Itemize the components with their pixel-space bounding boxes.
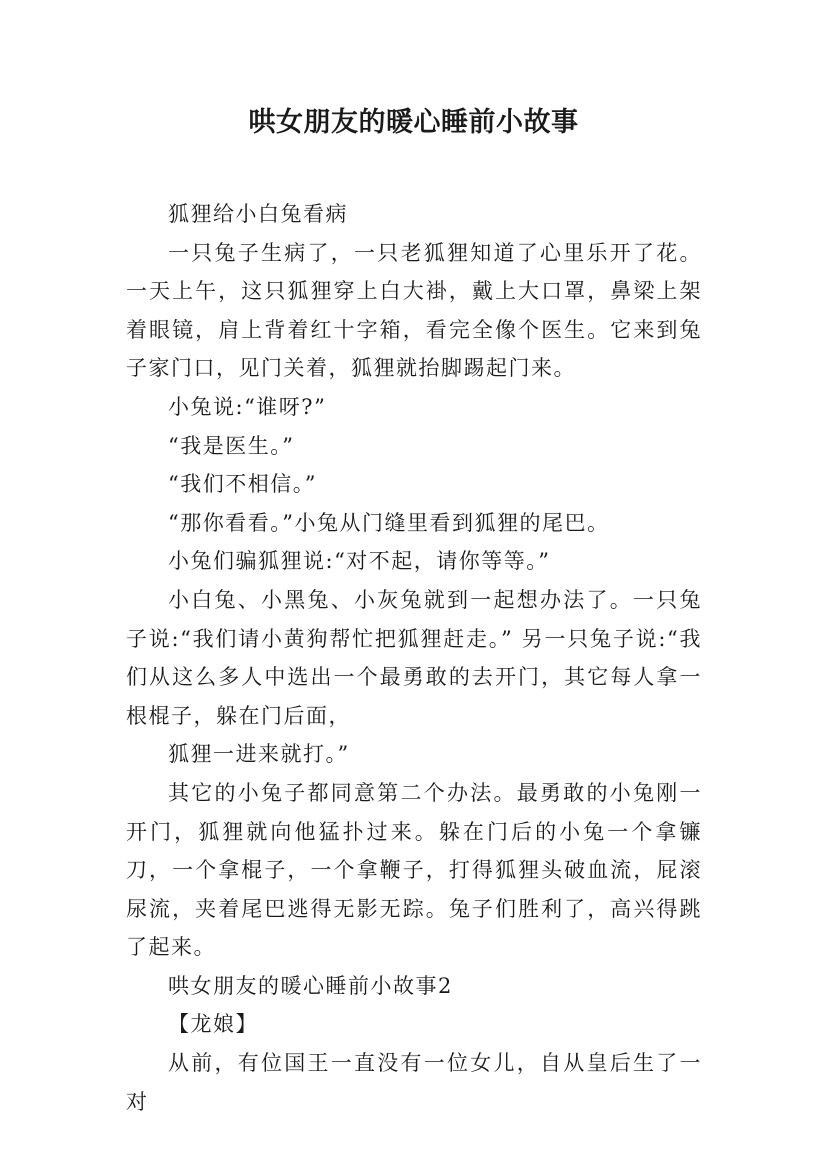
paragraph: “那你看看。”小兔从门缝里看到狐狸的尾巴。 [168,510,610,535]
document-body [126,195,702,1121]
paragraph: 从前，有位国王一直没有一位女儿，自从皇后生了一对 [126,1051,702,1114]
paragraph: “我是医生。” [168,433,295,458]
section-heading: 哄女朋友的暖心睡前小故事2 [168,973,453,998]
paragraph: 小兔说:“谁呀?” [168,394,327,419]
document-title: 哄女朋友的暖心睡前小故事 [248,107,579,138]
paragraph: 小兔们骗狐狸说:“对不起，请你等等。” [168,549,551,574]
section-heading: 狐狸给小白兔看病 [168,202,348,226]
paragraph: 其它的小兔子都同意第二个办法。最勇敢的小兔刚一开门，狐狸就向他猛扑过来。躲在门后的小兔一个拿镰刀，一个拿棍子，一个拿鞭子，打得狐狸头破血流，屁滚尿流，夹着尾巴逃得无影无踪。兔子们胜利了，高兴得跳了起来。 [126,780,702,960]
paragraph: “我们不相信。” [168,472,317,497]
paragraph: 狐狸一进来就打。” [168,742,350,767]
paragraph: 小白兔、小黑兔、小灰兔就到一起想办法了。一只兔子说:“我们请小黄狗帮忙把狐狸赶走。” 另一只兔子说:“我们从这么多人中选出一个最勇敢的去开门，其它每人拿一根棍子，躲在门后面， [126,587,702,728]
section-subheading: 【龙娘】 [168,1012,258,1037]
paragraph: 一只兔子生病了，一只老狐狸知道了心里乐开了花。一天上午，这只狐狸穿上白大褂，戴上大口罩，鼻梁上架着眼镜，肩上背着红十字箱，看完全像个医生。它来到兔子家门口，见门关着，狐狸就抬脚踢起门来。 [126,240,702,381]
